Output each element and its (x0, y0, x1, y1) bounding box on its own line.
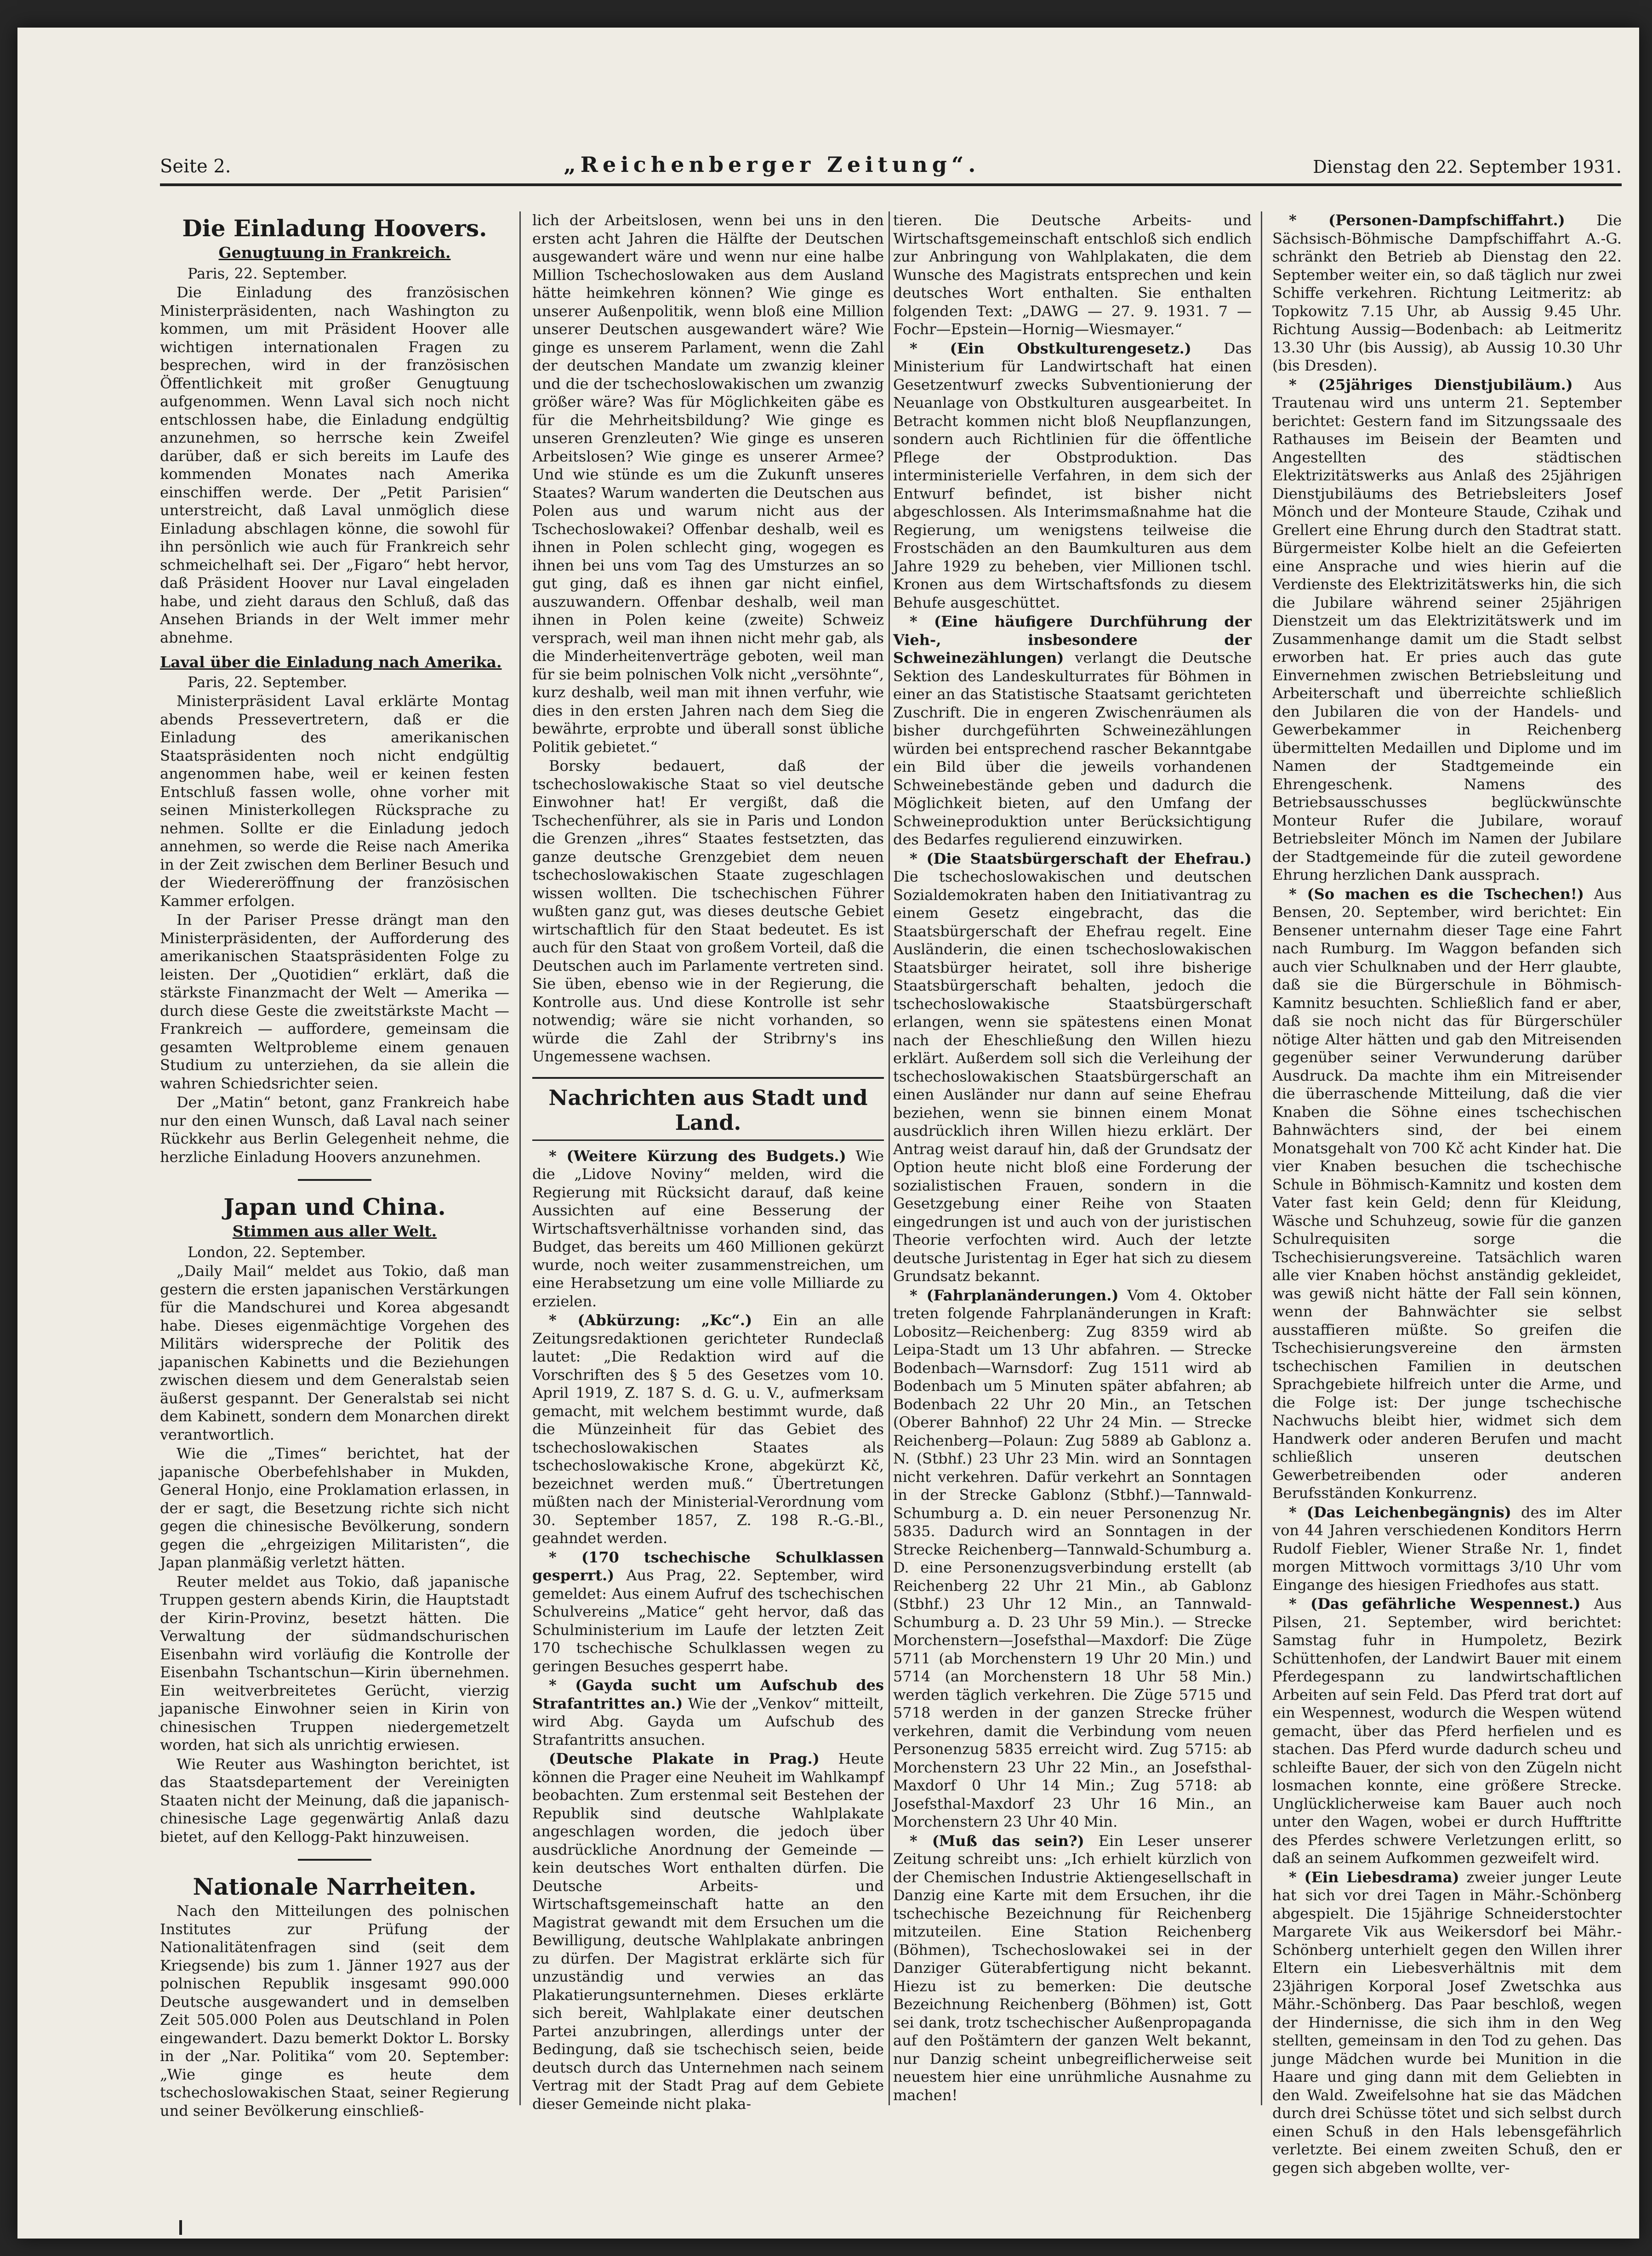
article-separator (298, 1859, 371, 1861)
article-paragraph: lich der Arbeitslosen, wenn bei uns in den ersten acht Jahren die Hälfte der Deutschen ausgewandert wäre und wenn nur eine halbe Million Tschechoslowaken aus dem Ausland hätte heimkehren können? Wie ginge es unserer Außenpolitik, wenn bloß eine Million unserer Deutschen ausgewandert wäre? Wie ginge es unserem Parlament, wenn die Zahl der deutschen Mandate um zwanzig kleiner und die der tschechoslowakischen um zwanzig größer wäre? Was für Möglichkeiten gäbe es für die Mehrheitsbildung? Wie ginge es unseren Grenzleuten? Wie ginge es unseren Arbeitslosen? Wie ginge es unserer Armee? Und wie stünde es um die Zukunft unseres Staates? Warum wanderten die Deutschen aus Polen aus und warum nicht aus der Tschechoslowakei? Offenbar deshalb, weil es ihnen in Polen schlecht ging, wogegen es ihnen bei uns vom Tag des Umsturzes an so gut ging, daß es ihnen gar nicht einfiel, auszuwandern. Offenbar deshalb, weil man ihnen in Polen keine (zweite) Schweiz versprach, weil man ihnen nicht mehr gab, als die Minderheitenverträge geboten, weil man für sie beim polnischen Volk nicht „versöhnte“, kurz deshalb, weil man mit ihnen verfuhr, wie dies in den ersten Jahren nach dem Sieg die bewährte, erprobte und überall sonst übliche Politik gebietet.“ (532, 211, 884, 756)
issue-date: Dienstag den 22. September 1931. (1313, 157, 1622, 177)
news-item (532, 1311, 884, 1548)
column-2 (532, 211, 884, 2113)
news-item-text: zweier junger Leute hat sich vor drei Tagen in Mähr.-Schönberg abgespielt. Die 15jährige Schneiderstochter Margarete Vik aus Weikersdorf bei Mähr.-Schönberg unterhielt gegen den Willen ihrer Eltern ein Liebesverhältnis mit dem 23jährigen Korporal Josef Zwetschka aus Mähr.-Schönberg. Das Paar beschloß, wegen der Hindernisse, die sich ihm in den Weg stellten, gemeinsam in den Tod zu gehen. Das junge Mädchen wurde bei Munition in die Haare und ging dann mit dem Geliebten in den Wald. Zweifelsohne hat sie das Mädchen durch drei Schüsse tötet und sich selbst durch einen Schuß in den Hals lebensgefährlich verletzte. Bei einem zweiten Schuß, den er gegen sich abgeben wollte, ver- (1272, 1868, 1622, 2176)
dateline: Paris, 22. September. (188, 673, 347, 691)
news-item-title: * (Ein Liebesdrama) (1289, 1868, 1459, 1886)
news-item-title: * (Muß das sein?) (910, 1832, 1084, 1850)
news-item (1272, 1504, 1622, 1595)
article-paragraph: „Daily Mail“ meldet aus Tokio, daß man gestern die ersten japanischen Verstärkungen für die Mandschurei und Korea abgesandt habe. Dieses eigenmächtige Vorgehen des Militärs widerspreche der Politik des japanischen Kabinetts und die Beziehungen zwischen diesem und dem Generalstab seien äußerst gespannt. Der Generalstab sei nicht dem Kabinett, sondern dem Monarchen direkt verantwortlich. (160, 1262, 509, 1443)
news-item-text: Die tschechoslowakischen und deutschen Sozialdemokraten haben den Initiativantrag zu einem Gesetz eingebracht, das die Staatsbürgerschaft der Ehefrau regelt. Eine Ausländerin, die einen tschechoslowakischen Staatsbürger heiratet, soll ihre bisherige Staatsbürgerschaft behalten, jedoch die tschechoslowakische Staatsbürgerschaft erlangen, wenn sie spätestens einen Monat nach der Eheschließung den Willen hiezu erklärt. Außerdem soll sich die Verleihung der tschechoslowakischen Staatsbürgerschaft an einen Ausländer nur dann auf seine Ehefrau beziehen, wenn sie binnen einem Monat ausdrücklich ihren Willen hiezu erklärt. Der Antrag weist darauf hin, daß der Grundsatz der Option heute nicht bloß eine Forderung der sozialistischen Frauen, sondern in die Gesetzgebung einer Reihe von Staaten eingedrungen ist und auch von der juristischen Theorie verfochten wird. Auch der letzte deutsche Juristentag in Eger hat sich zu diesem Grundsatz bekannt. (893, 868, 1252, 1285)
news-item-title: * (Weitere Kürzung des Budgets.) (549, 1147, 846, 1165)
news-item-text: Das Ministerium für Landwirtschaft hat einen Gesetzentwurf zwecks Subventionierung der Neuanlage von Obstkulturen ausgearbeitet. In Betracht kommen nicht bloß Neupflanzungen, sondern auch Richtlinien für die öffentliche Pflege der Obstproduktion. Das interministerielle Verfahren, in dem sich der Entwurf befindet, ist bisher nicht abgeschlossen. Als Interimsmaßnahme hat die Regierung, um wenigstens teilweise die Frostschäden an den Baumkulturen aus dem Jahre 1929 zu beheben, vier Millionen tschl. Kronen aus dem Wirtschaftsfonds zu diesem Behufe ausgeschüttet. (893, 339, 1252, 611)
news-item (1272, 376, 1622, 884)
news-item (532, 1147, 884, 1311)
article-paragraph: Reuter meldet aus Tokio, daß japanische Truppen gestern abends Kirin, die Hauptstadt der Kirin-Provinz, besetzt hätten. Die Verwaltung der südmandschurischen Eisenbahn wird vorläufig die Kontrolle der Eisenbahn Tschantschun—Kirin übernehmen. Ein weitverbreitetes Gerücht, vierzig japanische Einwohner seien in Kirin von chinesischen Truppen niedergemetzelt worden, hat sich als unrichtig erwiesen. (160, 1572, 509, 1754)
news-item (893, 613, 1252, 849)
dateline: London, 22. September. (188, 1243, 366, 1261)
news-item (532, 1750, 884, 2113)
article-paragraph: Wie die „Times“ berichtet, hat der japanische Oberbefehlshaber in Mukden, General Honjo, eine Proklamation erlassen, in der er sagt, die Besetzung richte sich nicht gegen die chinesische Bevölkerung, sondern gegen die „ehrgeizigen Militaristen“, die Japan planmäßig verletzt hätten. (160, 1445, 509, 1571)
newspaper-title: „Reichenberger Zeitung“. (564, 152, 980, 177)
news-item-title: * (170 tschechische Schulklassen gesperrt.) (532, 1548, 884, 1584)
news-item-title: * (25jähriges Dienstjubiläum.) (1289, 376, 1573, 393)
article-paragraph: Ministerpräsident Laval erklärte Montag abends Pressevertretern, daß er die Einladung des amerikanischen Staatspräsidenten noch nicht endgültig angenommen habe, weil er keinen festen Entschluß fassen wolle, ohne vorher mit seinen Ministerkollegen Rücksprache zu nehmen. Sollte er die Einladung jedoch annehmen, so werde die Reise nach Amerika in der Zeit zwischen dem Berliner Besuch und der Wiedereröffnung der französischen Kammer erfolgen. (160, 692, 509, 910)
news-item-text: Heute können die Prager eine Neuheit im Wahlkampf beobachten. Zum erstenmal seit Bestehen der Republik sind deutsche Wahlplakate angeschlagen worden, die jedoch über ausdrückliche Anordnung der Gemeinde — kein deutsches Wort enthalten dürfen. Die Deutsche Arbeits- und Wirtschaftsgemeinschaft hatte an den Magistrat gewandt mit dem Ersuchen um die Bewilligung, deutsche Wahlplakate anbringen zu dürfen. Der Magistrat erklärte sich für unzuständig und verwies an das Plakatierungsunternehmen. Dieses erklärte sich bereit, Wahlplakate einer deutschen Partei anzubringen, allerdings unter der Bedingung, daß sie tschechisch seien, beide deutsch durch das Unternehmen nach seinem Vertrag mit der Stadt Prag auf dem Gebiete dieser Gemeinde nicht plaka- (532, 1750, 884, 2113)
news-item (532, 1676, 884, 1749)
news-item-text: Wie die „Lidove Noviny“ melden, wird die Regierung mit Rücksicht darauf, daß keine Aussichten auf eine Besserung der Wirtschaftsverhältnisse vorhanden sind, das Budget, das bereits um 460 Millionen gekürzt wurde, noch weiter zusammenstreichen, um eine Herabsetzung um eine volle Milliarde zu erzielen. (532, 1147, 884, 1310)
news-item-title: * (Abkürzung: „Kc“.) (549, 1311, 752, 1329)
news-item (1272, 1869, 1622, 2177)
article-paragraph: In der Pariser Presse drängt man den Ministerpräsidenten, der Aufforderung des amerikanischen Staatspräsidenten Folge zu leisten. Der „Quotidien“ erklärt, daß die stärkste Finanzmacht der Welt — Amerika — durch diese Geste die zweitstärkste Macht — Frankreich — auffordere, gemeinsam die gesamten Weltprobleme einem genauen Studium zu unterziehen, da sie allein die wahren Schiedsrichter seien. (160, 911, 509, 1092)
column-rule (889, 211, 890, 2105)
news-item-text: Aus Pilsen, 21. September, wird berichtet: Samstag fuhr in Humpoletz, Bezirk Schüttenhofen, der Landwirt Bauer mit einem Pferdegespann zu landwirtschaftlichen Arbeiten auf sein Feld. Das Pferd trat dort auf ein Wespennest, wodurch die Wespen wütend gemacht, über das Pferd herfielen und es stachen. Das Pferd wurde dadurch scheu und schleifte Bauer, der sich von den Zügeln nicht losmachen konnte, eine größere Strecke. Unglücklicherweise kam Bauer auch noch unter den Wagen, wobei er durch Hufftritte des Pferdes schwere Verletzungen erlitt, so daß an seinem Aufkommen gezweifelt wird. (1272, 1595, 1622, 1867)
news-item-text: Ein Leser unserer Zeitung schreibt uns: „Ich erhielt kürzlich von der Chemischen Industrie Aktiengesellschaft in Danzig eine Karte mit dem Ersuchen, ihr die tschechische Bezeichnung für Reichenberg mitzuteilen. Eine Station Reichenberg (Böhmen), Tschechoslowakei sei in der Danziger Güterabfertigung nicht bekannt. Hiezu ist zu bemerken: Die deutsche Bezeichnung Reichenberg (Böhmen) ist, Gott sei dank, trotz tschechischer Außenpropaganda auf den Poštämtern der ganzen Welt bekannt, nur Danzig scheint unbegreiflicherweise seit neuestem hier eine unrühmliche Ausnahme zu machen! (893, 1832, 1252, 2104)
article-paragraph: Borsky bedauert, daß der tschechoslowakische Staat so viel deutsche Einwohner hat! Er vergißt, daß die Tschechenführer, als sie in Paris und London die Grenzen „ihres“ Staates festsetzten, das ganze deutsche Grenzgebiet dem neuen tschechoslowakischen Staate zugeschlagen wissen wollten. Die tschechischen Führer wußten ganz gut, was dieses deutsche Gebiet wirtschaftlich für den Staat bedeutet. Es ist auch für den Staat von großem Vorteil, daß die Deutschen auch im Parlamente vertreten sind. Sie üben, ebenso wie in der Regierung, die Kontrolle aus. Und diese Kontrolle ist sehr notwendig; wäre sie nicht vorhanden, so würde die Zahl der Stribrny's ins Ungemessene wachsen. (532, 757, 884, 1065)
article-headline: Laval über die Einladung nach Amerika. (160, 653, 502, 671)
article-separator (298, 1179, 371, 1181)
article-paragraph: Die Einladung des französischen Ministerpräsidenten, nach Washington zu kommen, um mit Präsident Hoover alle wichtigen internationalen Fragen zu besprechen, wird in der französischen Öffentlichkeit mit großer Genugtuung aufgenommen. Wenn Laval sich noch nicht entschlossen habe, die Einladung endgültig anzunehmen, so herrsche kein Zweifel darüber, daß er sich bereits im Laufe des kommenden Monates nach Amerika einschiffen werde. Der „Petit Parisien“ unterstreicht, daß Laval unmöglich diese Einladung abschlagen könne, die sowohl für ihn persönlich wie auch für Frankreich sehr schmeichelhaft sei. Der „Figaro“ hebt hervor, daß Präsident Hoover nur Laval eingeladen habe, und zieht daraus den Schluß, daß das Ansehen Briands in der Welt immer mehr abnehme. (160, 284, 509, 646)
column-rule (1261, 211, 1262, 2105)
column-1 (160, 211, 509, 2119)
article-headline: Nationale Narrheiten. (193, 1873, 477, 1900)
column-rule (519, 211, 521, 2105)
newspaper-page (17, 28, 1639, 2239)
news-item-title: * (Eine häufigere Durchführung der Vieh-, insbesondere der Schweinezählungen) (893, 613, 1252, 667)
column-3 (893, 211, 1252, 2105)
news-item-text: des im Alter von 44 Jahren verschiedenen Konditors Herrn Rudolf Fiebler, Wiener Straße Nr. 1, findet morgen Mittwoch vormittags 3/10 Uhr vom Eingange des hiesigen Friedhofes aus statt. (1272, 1503, 1622, 1594)
news-item (893, 340, 1252, 612)
news-item (1272, 885, 1622, 1503)
dateline: Paris, 22. September. (188, 264, 347, 282)
news-item-title: * (So machen es die Tschechen!) (1289, 885, 1584, 903)
news-item (1272, 211, 1622, 375)
news-item-text: Vom 4. Oktober treten folgende Fahrplanänderungen in Kraft: Lobositz—Reichenberg: Zug 8359 wird ab Leipa-Stadt um 13 Uhr abfahren. — Strecke Bodenbach—Warnsdorf: Zug 1511 wird ab Bodenbach um 5 Minuten später abfahren; ab Bodenbach 22 Uhr 20 Min., an Tetschen (Oberer Bahnhof) 22 Uhr 24 Min. — Strecke Reichenberg—Polaun: Zug 5889 ab Gablonz a. N. (Stbhf.) 23 Uhr 23 Min. wird an Sonntagen nicht verkehren. Dafür verkehrt an Sonntagen in der Strecke Gablonz (Stbhf.)—Tannwald-Schumburg a. D. ein neuer Personenzug Nr. 5835. Dadurch wird an Sonntagen in der Strecke Reichenberg—Tannwald-Schumburg a. D. eine Personenzugsverbindung erstellt (ab Reichenberg 22 Uhr 21 Min., ab Gablonz (Stbhf.) 23 Uhr 12 Min., an Tannwald-Schumburg a. D. 23 Uhr 59 Min.). — Strecke Morchenstern—Josefsthal—Maxdorf: Die Züge 5711 (ab Morchenstern 19 Uhr 20 Min.) und 5714 (an Morchenstern 18 Uhr 58 Min.) werden täglich verkehren. Die Züge 5715 und 5718 werden in der ganzen Strecke früher verkehren, damit die Verbindung vom neuen Personenzug 5835 erreicht wird. Zug 5715: ab Morchenstern 23 Uhr 22 Min., an Josefsthal-Maxdorf 0 Uhr 14 Min.; Zug 5718: ab Josefsthal-Maxdorf 23 Uhr 16 Min., an Morchenstern 23 Uhr 40 Min. (893, 1286, 1252, 1830)
news-item-title: * (Fahrplanänderungen.) (910, 1286, 1119, 1304)
section-heading: Nachrichten aus Stadt und Land. (532, 1077, 884, 1141)
article-headline: Die Einladung Hoovers. (182, 215, 487, 242)
news-item-title: * (Die Staatsbürgerschaft der Ehefrau.) (910, 849, 1252, 867)
news-item-title: (Deutsche Plakate in Prag.) (549, 1750, 820, 1767)
news-item-text: Aus Prag, 22. September, wird gemeldet: Aus einem Aufruf des tschechischen Schulvereins „Matice“ geht hervor, daß das Schulministerium im Laufe der letzten Zeit 170 tschechische Schulklassen wegen zu geringen Besuches gesperrt habe. (532, 1567, 884, 1675)
page-number: Seite 2. (160, 156, 231, 177)
column-4 (1272, 211, 1622, 2176)
news-item (532, 1549, 884, 1676)
news-item-text: Aus Bensen, 20. September, wird berichtet: Ein Bensener unternahm dieser Tage eine Fahrt nach Rumburg. Im Waggon befanden sich auch vier Schulknaben und der Herr glaubte, daß sie die Bürgerschule in Böhmisch-Kamnitz besuchten. Schließlich fand er aber, daß sie noch nicht das für Bürgerschüler nötige Alter hätten und gab den Mitreisenden gegenüber seiner Verwunderung darüber Ausdruck. Da machte ihm ein Mitreisender die überraschende Mitteilung, daß die vier Knaben die Söhne eines tschechischen Bahnwächters sind, der bei einem Monatsgehalt von 700 Kč acht Kinder hat. Die vier Knaben besuchen die tschechische Schule in Böhmisch-Kamnitz und kosten dem Vater fast kein Geld; denn für Kleidung, Wäsche und Schuhzeug, sowie für die ganzen Schulrequisiten sorge die Tschechisierungsvereine. Tatsächlich waren alle vier Knaben höchst anständig gekleidet, was gewiß nicht hätte der Fall sein können, wenn der Bahnwächter sie selbst ausstaffieren müßte. So greifen die Tschechisierungsvereine den ärmsten tschechischen Familien in deutschen Sprachgebiete hilfreich unter die Arme, und die Folge ist: Der junge tschechische Nachwuchs bleibt hier, widmet sich dem Handwerk oder anderen Berufen und macht schließlich unseren deutschen Gewerbetreibenden oder anderen Berufsständen Konkurrenz. (1272, 885, 1622, 1502)
article-paragraph: Wie Reuter aus Washington berichtet, ist das Staatsdepartement der Vereinigten Staaten nicht der Meinung, daß die japanisch-chinesische Lage gegenwärtig Anlaß dazu bietet, auf den Kellogg-Pakt hinzuweisen. (160, 1755, 509, 1846)
scan-mark (179, 2220, 182, 2235)
news-item (893, 1287, 1252, 1831)
news-item-title: * (Das gefährliche Wespennest.) (1289, 1595, 1581, 1612)
article-paragraph: Der „Matin“ betont, ganz Frankreich habe nur den einen Wunsch, daß Laval nach seiner Rückkehr aus Berlin Gelegenheit nehme, die herzliche Einladung Hoovers anzunehmen. (160, 1094, 509, 1166)
news-item-text: Wie der „Venkov“ mitteilt, wird Abg. Gayda um Aufschub des Strafantritts ansuchen. (532, 1694, 884, 1749)
article-subheadline: Stimmen aus aller Welt. (232, 1222, 437, 1240)
article-paragraph: tieren. Die Deutsche Arbeits- und Wirtschaftsgemeinschaft entschloß sich endlich zur Anbringung von Wahlplakaten, die dem Wunsche des Magistrats entsprechen und kein deutsches Wort enthalten. Sie enthalten folgenden Text: „DAWG — 27. 9. 1931. 7 — Fochr—Epstein—Hornig—Wiesmayer.“ (893, 211, 1252, 338)
news-item (893, 1832, 1252, 2105)
news-item-text: verlangt die Deutsche Sektion des Landeskulturrates für Böhmen in einer an das Statistische Staatsamt gerichteten Zuschrift. Die in engeren Zwischenräumen als bisher durchgeführten Schweinezählungen würden bei entsprechend rascher Bekanntgabe ein Bild über die jeweils vorhandenen Schweinebestände geben und dadurch die Möglichkeit bieten, auf den Umfang der Schweineproduktion unter Berücksichtigung des Bedarfes regulierend einzuwirken. (893, 649, 1252, 848)
news-item-title: * (Gayda sucht um Aufschub des Strafantrittes an.) (532, 1676, 884, 1712)
news-item (893, 850, 1252, 1286)
news-item-title: * (Ein Obstkulturengesetz.) (910, 339, 1191, 357)
news-item-text: Aus Trautenau wird uns unterm 21. September berichtet: Gestern fand im Sitzungssaale des Rathauses im Beisein der Beamten und Angestellten des städtischen Elektrizitätswerks aus Anlaß des 25jährigen Dienstjubiläums des Betriebsleiters Josef Mönch und der Monteure Staude, Czihak und Grellert eine Ehrung durch den Stadtrat statt. Bürgermeister Kolbe hielt an die Gefeierten eine Ansprache und wies hierin auf die Verdienste des Elektrizitätswerks hin, die sich die Jubilare während seiner 25jährigen Dienstzeit um das Elektrizitätswerk und im Zusammenhange damit um die Stadt selbst erworben hat. Er pries auch das gute Einvernehmen zwischen Betriebsleitung und Arbeiterschaft und überreichte schließlich den Jubilaren die von der Handels- und Gewerbekammer in Reichenberg übermittelten Medaillen und Diplome und im Namen der Stadtgemeinde ein Ehrengeschenk. Namens des Betriebsausschusses beglückwünschte Monteur Rufer die Jubilare, worauf Betriebsleiter Mönch im Namen der Jubilare der Stadtgemeinde für die zuteil gewordene Ehrung herzlichen Dank aussprach. (1272, 376, 1622, 883)
page-header (160, 145, 1622, 186)
article-paragraph: Nach den Mitteilungen des polnischen Institutes zur Prüfung der Nationalitätenfragen sind (seit dem Kriegsende) bis zum 1. Jänner 1927 aus der polnischen Republik insgesamt 990.000 Deutsche ausgewandert und in demselben Zeit 505.000 Polen aus Deutschland in Polen eingewandert. Dazu bemerkt Doktor L. Borsky in der „Nar. Politika“ vom 20. September: „Wie ginge es heute dem tschechoslowakischen Staat, seiner Regierung und seiner Bevölkerung einschließ- (160, 1902, 509, 2119)
article-headline: Japan und China. (223, 1193, 446, 1220)
article-subheadline: Genugtuung in Frankreich. (218, 244, 451, 262)
news-item (1272, 1595, 1622, 1868)
news-item-title: * (Das Leichenbegängnis) (1289, 1503, 1511, 1521)
news-item-title: * (Personen-Dampfschiffahrt.) (1289, 211, 1565, 229)
news-item-text: Ein an alle Zeitungsredaktionen gerichteter Rundeclaß lautet: „Die Redaktion wird auf die Vorschriften des § 5 des Gesetzes vom 10. April 1919, Z. 187 S. d. G. u. V., aufmerksam gemacht, mit welchem bestimmt wurde, daß die Münzeinheit für das Gebiet des tschechoslowakischen Staates als tschechoslowakische Krone, abgekürzt Kč, bezeichnet werden muß.“ Übertretungen müßten nach der Ministerial-Verordnung vom 30. September 1857, Z. 198 R.-G.-Bl., geahndet werden. (532, 1311, 884, 1547)
news-item-text: Die Sächsisch-Böhmische Dampfschiffahrt A.-G. schränkt den Betrieb ab Dienstag den 22. September weiter ein, so daß täglich nur zwei Schiffe verkehren. Richtung Leitmeritz: ab Topkowitz 7.15 Uhr, ab Aussig 9.45 Uhr. Richtung Aussig—Bodenbach: ab Leitmeritz 13.30 Uhr (bis Aussig), ab Aussig 10.30 Uhr (bis Dresden). (1272, 211, 1622, 374)
